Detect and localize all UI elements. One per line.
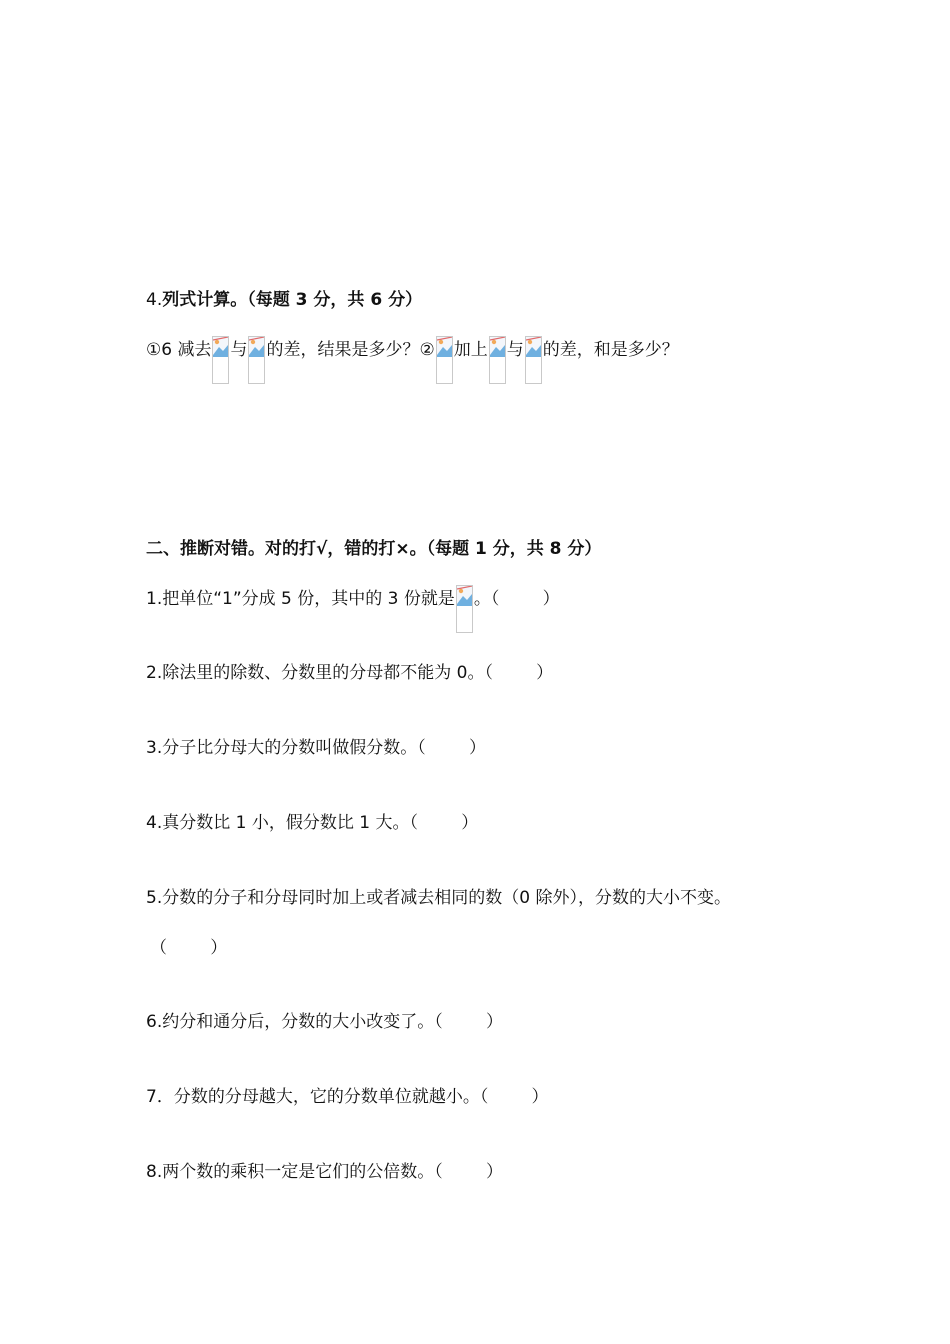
section4-questions: [146, 338, 679, 384]
section4-heading-num: 4.: [146, 290, 163, 310]
judge-question-5: 5.分数的分子和分母同时加上或者减去相同的数（0 除外），分数的大小不变。: [146, 888, 731, 908]
broken-image-icon: [436, 336, 453, 384]
judge-question-2: 2.除法里的除数、分数里的分母都不能为 0。（ ）: [146, 663, 554, 683]
judge-question-3: 3.分子比分母大的分数叫做假分数。（ ）: [146, 738, 486, 758]
judge-q1-prefix: 1.把单位“1”分成 5 份，其中的 3 份就是: [146, 589, 455, 609]
broken-image-icon: [248, 336, 265, 384]
judge-q1-suffix: 。（ ）: [473, 589, 560, 609]
section4-heading: [146, 288, 422, 312]
broken-image-icon: [525, 336, 542, 384]
broken-image-icon: [456, 585, 473, 633]
judge-question-1: [146, 587, 560, 633]
q4-1-suffix: 的差，结果是多少？②: [266, 340, 435, 360]
section2-heading: 二、推断对错。对的打√，错的打×。（每题 1 分，共 8 分）: [146, 539, 602, 559]
judge-question-5-paren: （ ）: [150, 938, 228, 958]
broken-image-icon: [212, 336, 229, 384]
q4-2-mid2: 与: [506, 340, 524, 360]
judge-question-6: 6.约分和通分后，分数的大小改变了。（ ）: [146, 1012, 503, 1032]
judge-question-7: 7．分数的分母越大，它的分数单位就越小。（ ）: [146, 1087, 549, 1107]
q4-1-prefix: ①6 减去: [146, 340, 212, 360]
q4-2-suffix: 的差，和是多少？: [542, 340, 679, 360]
section4-heading-text: 列式计算。（每题 3 分，共 6 分）: [162, 290, 423, 310]
judge-question-8: 8.两个数的乘积一定是它们的公倍数。（ ）: [146, 1162, 503, 1182]
judge-question-4: 4.真分数比 1 小，假分数比 1 大。（ ）: [146, 813, 479, 833]
q4-1-mid: 与: [230, 340, 248, 360]
q4-2-mid1: 加上: [453, 340, 488, 360]
broken-image-icon: [489, 336, 506, 384]
